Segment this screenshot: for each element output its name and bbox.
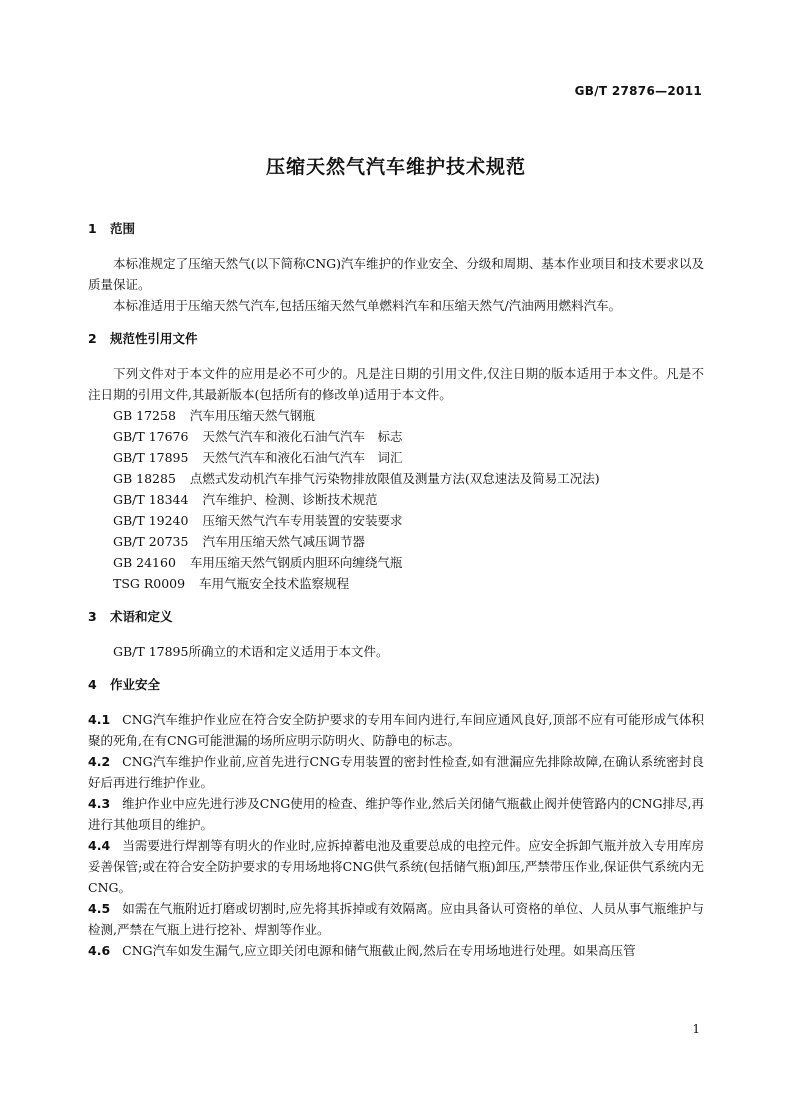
section-heading-normative-references bbox=[88, 328, 704, 349]
reference-code: GB 18285 bbox=[113, 471, 176, 486]
references-intro: 下列文件对于本文件的应用是必不可少的。凡是注日期的引用文件,仅注日期的版本适用于本文件。凡是不注日期的引用文件,其最新版本(包括所有的修改单)适用于本文件。 bbox=[88, 366, 704, 402]
reference-item bbox=[88, 489, 704, 510]
reference-title: 天然气汽车和液化石油气汽车 标志 bbox=[202, 429, 403, 444]
section-title: 规范性引用文件 bbox=[110, 331, 198, 346]
reference-title: 车用气瓶安全技术监察规程 bbox=[199, 576, 350, 591]
reference-list bbox=[88, 405, 704, 594]
section-number: 2 bbox=[88, 331, 97, 346]
reference-title: 汽车维护、检测、诊断技术规范 bbox=[202, 492, 378, 507]
clause-number: 4.2 bbox=[88, 754, 111, 769]
clause bbox=[88, 898, 704, 940]
section-number: 4 bbox=[88, 677, 97, 692]
reference-code: GB 17258 bbox=[113, 408, 176, 423]
reference-code: GB/T 18344 bbox=[113, 492, 189, 507]
reference-code: GB 24160 bbox=[113, 555, 176, 570]
reference-code: GB/T 20735 bbox=[113, 534, 189, 549]
clause-text: CNG汽车维护作业前,应首先进行CNG专用装置的密封性检查,如有泄漏应先排除故障,在确认系统密封良好后再进行维护作业。 bbox=[88, 754, 704, 790]
reference-item bbox=[88, 447, 704, 468]
section-heading-work-safety bbox=[88, 674, 704, 695]
clause-number: 4.5 bbox=[88, 901, 111, 916]
clause-text: 维护作业中应先进行涉及CNG使用的检查、维护等作业,然后关闭储气瓶截止阀并使管路内的CNG排尽,再进行其他项目的维护。 bbox=[88, 796, 704, 832]
scope-paragraph: 本标准规定了压缩天然气(以下简称CNG)汽车维护的作业安全、分级和周期、基本作业项目和技术要求以及质量保证。 bbox=[88, 256, 704, 292]
section-heading-terms-definitions bbox=[88, 606, 704, 627]
scope-paragraph: 本标准适用于压缩天然气汽车,包括压缩天然气单燃料汽车和压缩天然气/汽油两用燃料汽车。 bbox=[113, 298, 622, 313]
reference-item bbox=[88, 573, 704, 594]
reference-item bbox=[88, 531, 704, 552]
reference-title: 点燃式发动机汽车排气污染物排放限值及测量方法(双怠速法及简易工况法) bbox=[189, 471, 600, 486]
clause bbox=[88, 835, 704, 898]
reference-item bbox=[88, 468, 704, 489]
clause bbox=[88, 751, 704, 793]
reference-item bbox=[88, 426, 704, 447]
terms-paragraph: GB/T 17895所确立的术语和定义适用于本文件。 bbox=[113, 644, 389, 659]
reference-code: GB/T 19240 bbox=[113, 513, 189, 528]
reference-code: TSG R0009 bbox=[113, 576, 186, 591]
section-title: 范围 bbox=[110, 221, 136, 236]
clause-number: 4.6 bbox=[88, 943, 111, 958]
page-number: 1 bbox=[692, 1022, 700, 1036]
section-number: 3 bbox=[88, 609, 97, 624]
standard-code: GB/T 27876—2011 bbox=[574, 84, 702, 98]
clause-text: CNG汽车维护作业应在符合安全防护要求的专用车间内进行,车间应通风良好,顶部不应有可能形成气体积聚的死角,在有CNG可能泄漏的场所应明示防明火、防静电的标志。 bbox=[88, 712, 704, 748]
section-heading-scope bbox=[88, 218, 704, 239]
clause-number: 4.4 bbox=[88, 838, 111, 853]
section-title: 作业安全 bbox=[110, 677, 161, 692]
reference-code: GB/T 17676 bbox=[113, 429, 189, 444]
reference-title: 车用压缩天然气钢质内胆环向缠绕气瓶 bbox=[189, 555, 403, 570]
reference-title: 汽车用压缩天然气减压调节器 bbox=[202, 534, 365, 549]
reference-title: 天然气汽车和液化石油气汽车 词汇 bbox=[202, 450, 403, 465]
clause bbox=[88, 709, 704, 751]
reference-code: GB/T 17895 bbox=[113, 450, 189, 465]
clause bbox=[88, 793, 704, 835]
clause bbox=[88, 940, 704, 961]
reference-item bbox=[88, 552, 704, 573]
reference-item bbox=[88, 405, 704, 426]
clause-number: 4.3 bbox=[88, 796, 111, 811]
document-body bbox=[88, 218, 704, 961]
section-title: 术语和定义 bbox=[110, 609, 173, 624]
reference-title: 汽车用压缩天然气钢瓶 bbox=[189, 408, 315, 423]
section-number: 1 bbox=[88, 221, 97, 236]
reference-item bbox=[88, 510, 704, 531]
clause-number: 4.1 bbox=[88, 712, 111, 727]
clause-text: 如需在气瓶附近打磨或切割时,应先将其拆掉或有效隔离。应由具备认可资格的单位、人员从事气瓶维护与检测,严禁在气瓶上进行挖补、焊割等作业。 bbox=[88, 901, 704, 937]
reference-title: 压缩天然气汽车专用装置的安装要求 bbox=[202, 513, 403, 528]
clause-text: 当需要进行焊割等有明火的作业时,应拆掉蓄电池及重要总成的电控元件。应安全拆卸气瓶并放入专用库房妥善保管;或在符合安全防护要求的专用场地将CNG供气系统(包括储气瓶)卸压,严禁带压作业,保证供气系统内无CNG。 bbox=[88, 838, 704, 895]
clause-text: CNG汽车如发生漏气,应立即关闭电源和储气瓶截止阀,然后在专用场地进行处理。如果高压管 bbox=[122, 943, 636, 958]
document-title: 压缩天然气汽车维护技术规范 bbox=[265, 156, 526, 178]
